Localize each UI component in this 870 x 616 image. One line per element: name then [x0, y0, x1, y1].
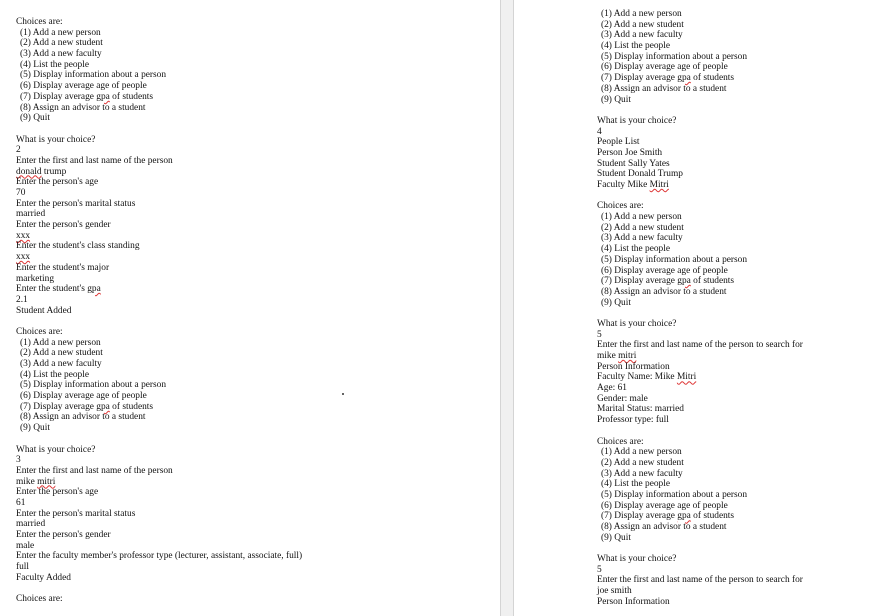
transcript-line: Enter the first and last name of the person — [16, 465, 173, 476]
menu-option-line: (4) List the people — [601, 479, 670, 490]
blank-line — [597, 105, 803, 116]
transcript-line: Enter the first and last name of the person to search for — [597, 340, 803, 351]
spellcheck-flagged-word: gpa — [96, 91, 110, 102]
transcript-line: mike mitri — [16, 476, 56, 487]
spellcheck-flagged-word: gpa — [677, 511, 691, 522]
blank-line — [16, 124, 302, 135]
blank-line — [16, 434, 302, 445]
menu-option-line: (6) Display average age of people — [20, 81, 147, 92]
transcript-line: Enter the person's marital status — [16, 508, 136, 519]
transcript-line: Enter the first and last name of the person to search for — [597, 575, 803, 586]
menu-option-line: (5) Display information about a person — [601, 489, 748, 500]
transcript-line: Marital Status: married — [597, 404, 684, 415]
blank-line — [597, 543, 803, 554]
spellcheck-flagged-word: xxx — [16, 230, 31, 241]
transcript-line: Choices are: — [597, 436, 644, 447]
transcript-line: Enter the person's marital status — [16, 198, 136, 209]
menu-option-line: (8) Assign an advisor to a student — [20, 412, 146, 423]
transcript-line: Person Information — [597, 596, 670, 607]
blank-line — [597, 308, 803, 319]
menu-option-line: (9) Quit — [20, 423, 50, 434]
transcript-line: Enter the first and last name of the person — [16, 155, 173, 166]
document-page-right — [514, 0, 870, 616]
transcript-line: mike mitri — [597, 351, 637, 361]
transcript-line: Student Donald Trump — [597, 169, 683, 180]
menu-option-line: (5) Display information about a person — [601, 51, 748, 62]
menu-option-line: (2) Add a new student — [601, 457, 684, 468]
transcript-line: What is your choice? — [597, 115, 677, 126]
menu-option-line: (1) Add a new person — [601, 447, 682, 458]
transcript-line: Enter the student's class standing — [16, 241, 140, 252]
transcript-line: 70 — [16, 188, 26, 198]
transcript-line: 3 — [16, 455, 21, 466]
transcript-line: marketing — [16, 273, 55, 284]
transcript-line: Choices are: — [16, 594, 63, 605]
transcript-line: male — [16, 540, 35, 551]
transcript-line — [16, 231, 302, 242]
menu-option-line: (6) Display average age of people — [601, 500, 728, 511]
spellcheck-flagged-word: Mitri — [649, 180, 669, 190]
transcript-line: Gender: male — [597, 393, 648, 404]
blank-line — [597, 426, 803, 437]
menu-option-line: (2) Add a new student — [20, 348, 103, 359]
transcript-line: What is your choice? — [597, 318, 677, 329]
menu-option-line: (1) Add a new person — [20, 27, 101, 38]
transcript-line: Person Information — [597, 361, 670, 372]
menu-option-line: (5) Display information about a person — [20, 70, 167, 81]
transcript-line: Faculty Added — [16, 572, 71, 583]
menu-option-line: (4) List the people — [601, 244, 670, 255]
menu-option-line: (7) Display average gpa of students — [601, 511, 735, 522]
spellcheck-flagged-word: mitri — [37, 476, 56, 487]
transcript-line: Student Added — [16, 305, 72, 316]
transcript-line: Age: 61 — [597, 383, 627, 394]
transcript-line: 61 — [16, 497, 26, 508]
menu-option-line: (8) Assign an advisor to a student — [601, 286, 727, 297]
transcript-line: full — [16, 562, 30, 573]
transcript-line: Enter the faculty member's professor type (lecturer, assistant, associate, full) — [16, 551, 303, 562]
transcript-line: Student Sally Yates — [597, 158, 670, 169]
transcript-line: 5 — [597, 564, 602, 575]
spellcheck-flagged-word: Mitri — [676, 372, 697, 383]
menu-option-line: (2) Add a new student — [20, 38, 103, 49]
menu-option-line: (7) Display average gpa of students — [20, 91, 154, 102]
menu-option-line: (1) Add a new person — [20, 337, 101, 348]
transcript-line: Choices are: — [597, 201, 644, 212]
transcript-line: Faculty Mike Mitri — [597, 180, 669, 190]
spellcheck-flagged-word: gpa — [87, 284, 101, 295]
transcript-line: What is your choice? — [597, 554, 677, 565]
transcript-line: 2 — [16, 145, 21, 156]
transcript-line: Person Joe Smith — [597, 147, 663, 158]
blank-line — [16, 316, 302, 327]
menu-option-line: (6) Display average age of people — [601, 265, 728, 276]
transcript-line: 4 — [597, 126, 602, 137]
menu-option-line: (5) Display information about a person — [601, 254, 748, 265]
transcript-line: donald trump — [16, 166, 67, 177]
menu-option-line: (2) Add a new student — [601, 19, 684, 30]
menu-option-line: (7) Display average gpa of students — [20, 401, 154, 412]
transcript-line: joe smith — [597, 586, 632, 597]
menu-option-line: (8) Assign an advisor to a student — [601, 522, 727, 532]
transcript-line: Choices are: — [16, 17, 63, 27]
menu-option-line: (7) Display average gpa of students — [601, 276, 735, 287]
menu-option-line: (3) Add a new faculty — [601, 233, 683, 244]
transcript-line: 5 — [597, 329, 602, 340]
transcript-line: 2.1 — [16, 294, 28, 305]
menu-option-line: (9) Quit — [601, 94, 631, 105]
transcript-line: Enter the person's age — [16, 177, 99, 188]
menu-option-line: (6) Display average age of people — [20, 391, 147, 402]
menu-option-line: (2) Add a new student — [601, 222, 684, 233]
menu-option-line: (5) Display information about a person — [20, 380, 167, 391]
menu-option-line: (9) Quit — [20, 113, 50, 124]
transcript-line: Choices are: — [16, 326, 63, 337]
menu-option-line: (9) Quit — [601, 532, 631, 543]
spellcheck-flagged-word: xxx — [16, 252, 31, 263]
menu-option-line: (3) Add a new faculty — [20, 49, 102, 60]
transcript-line: Enter the student's gpa — [16, 284, 101, 295]
blank-line — [16, 583, 302, 594]
menu-option-line: (1) Add a new person — [601, 212, 682, 223]
console-transcript-left — [16, 17, 302, 605]
transcript-line: People List — [597, 137, 640, 148]
spellcheck-flagged-word: gpa — [677, 73, 691, 84]
menu-option-line: (3) Add a new faculty — [601, 30, 683, 41]
menu-option-line: (6) Display average age of people — [601, 62, 728, 73]
spellcheck-flagged-word: gpa — [96, 401, 110, 412]
menu-option-line: (9) Quit — [601, 297, 631, 308]
spellcheck-flagged-word: mitri — [618, 351, 637, 361]
menu-option-line: (3) Add a new faculty — [20, 359, 102, 369]
page-gutter — [500, 0, 514, 616]
spellcheck-flagged-word: gpa — [677, 276, 691, 287]
menu-option-line: (4) List the people — [601, 41, 670, 52]
transcript-line: Enter the person's gender — [16, 220, 111, 231]
menu-option-line: (8) Assign an advisor to a student — [20, 102, 146, 113]
transcript-line — [16, 252, 302, 263]
transcript-line: Enter the person's gender — [16, 530, 111, 540]
menu-option-line: (1) Add a new person — [601, 9, 682, 19]
transcript-line: What is your choice? — [16, 444, 96, 455]
blank-line — [597, 191, 803, 202]
menu-option-line: (4) List the people — [20, 59, 89, 70]
transcript-line: Enter the student's major — [16, 262, 110, 273]
console-transcript-right — [597, 9, 803, 608]
menu-option-line: (7) Display average gpa of students — [601, 73, 735, 84]
transcript-line: Professor type: full — [597, 415, 669, 426]
stray-mark — [342, 393, 344, 395]
transcript-line: What is your choice? — [16, 134, 96, 145]
menu-option-line: (8) Assign an advisor to a student — [601, 83, 727, 94]
spellcheck-flagged-word: donald — [16, 166, 42, 177]
transcript-line: married — [16, 519, 46, 530]
transcript-line: Faculty Name: Mike Mitri — [597, 372, 697, 383]
transcript-line: married — [16, 209, 46, 220]
transcript-line: Enter the person's age — [16, 487, 99, 498]
menu-option-line: (4) List the people — [20, 369, 89, 380]
menu-option-line: (3) Add a new faculty — [601, 468, 683, 479]
